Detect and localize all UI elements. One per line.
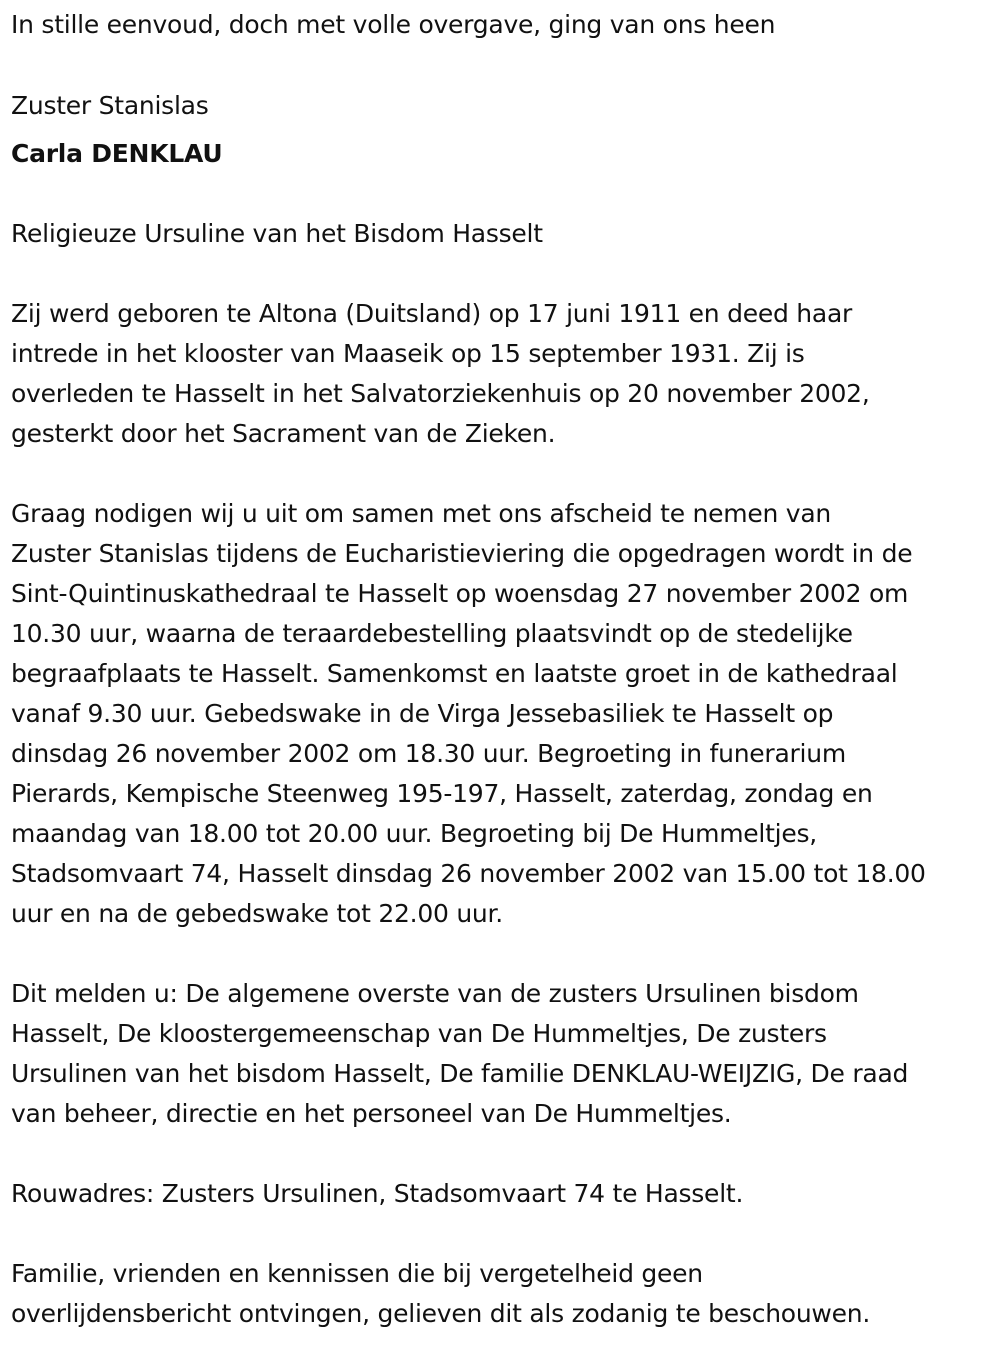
invitation-line: begraafplaats te Hasselt. Samenkomst en laatste groet in de kathedraal <box>11 659 898 688</box>
deceased-name: Carla DENKLAU <box>11 139 223 168</box>
biography-line: gesterkt door het Sacrament van de Zieken. <box>11 419 556 448</box>
biography-line: intrede in het klooster van Maaseik op 15 september 1931. Zij is <box>11 339 805 368</box>
intro-text: In stille eenvoud, doch met volle overgave, ging van ons heen <box>11 10 776 39</box>
invitation-line: Graag nodigen wij u uit om samen met ons afscheid te nemen van <box>11 499 831 528</box>
invitation-line: Zuster Stanislas tijdens de Eucharistieviering die opgedragen wordt in de <box>11 539 913 568</box>
announcers-line: van beheer, directie en het personeel van De Hummeltjes. <box>11 1099 732 1128</box>
invitation-line: vanaf 9.30 uur. Gebedswake in de Virga Jessebasiliek te Hasselt op <box>11 699 834 728</box>
invitation-line: Sint-Quintinuskathedraal te Hasselt op woensdag 27 november 2002 om <box>11 579 909 608</box>
announcers-line: Dit melden u: De algemene overste van de zusters Ursulinen bisdom <box>11 979 859 1008</box>
invitation-line: 10.30 uur, waarna de teraardebestelling plaatsvindt op de stedelijke <box>11 619 853 648</box>
invitation-line: Pierards, Kempische Steenweg 195-197, Hasselt, zaterdag, zondag en <box>11 779 873 808</box>
invitation-line: maandag van 18.00 tot 20.00 uur. Begroeting bij De Hummeltjes, <box>11 819 817 848</box>
announcers-line: Ursulinen van het bisdom Hasselt, De familie DENKLAU-WEIJZIG, De raad <box>11 1059 909 1088</box>
biography-line: Zij werd geboren te Altona (Duitsland) op 17 juni 1911 en deed haar <box>11 299 853 328</box>
religious-name: Zuster Stanislas <box>11 91 209 120</box>
invitation-line: Stadsomvaart 74, Hasselt dinsdag 26 november 2002 van 15.00 tot 18.00 <box>11 859 926 888</box>
announcers-line: Hasselt, De kloostergemeenschap van De Hummeltjes, De zusters <box>11 1019 827 1048</box>
closing-line: Familie, vrienden en kennissen die bij vergetelheid geen <box>11 1259 703 1288</box>
mourning-address: Rouwadres: Zusters Ursulinen, Stadsomvaart 74 te Hasselt. <box>11 1179 744 1208</box>
affiliation-text: Religieuze Ursuline van het Bisdom Hasselt <box>11 219 543 248</box>
biography-line: overleden te Hasselt in het Salvatorziekenhuis op 20 november 2002, <box>11 379 870 408</box>
closing-line: overlijdensbericht ontvingen, gelieven dit als zodanig te beschouwen. <box>11 1299 871 1328</box>
invitation-line: dinsdag 26 november 2002 om 18.30 uur. Begroeting in funerarium <box>11 739 846 768</box>
invitation-line: uur en na de gebedswake tot 22.00 uur. <box>11 899 503 928</box>
